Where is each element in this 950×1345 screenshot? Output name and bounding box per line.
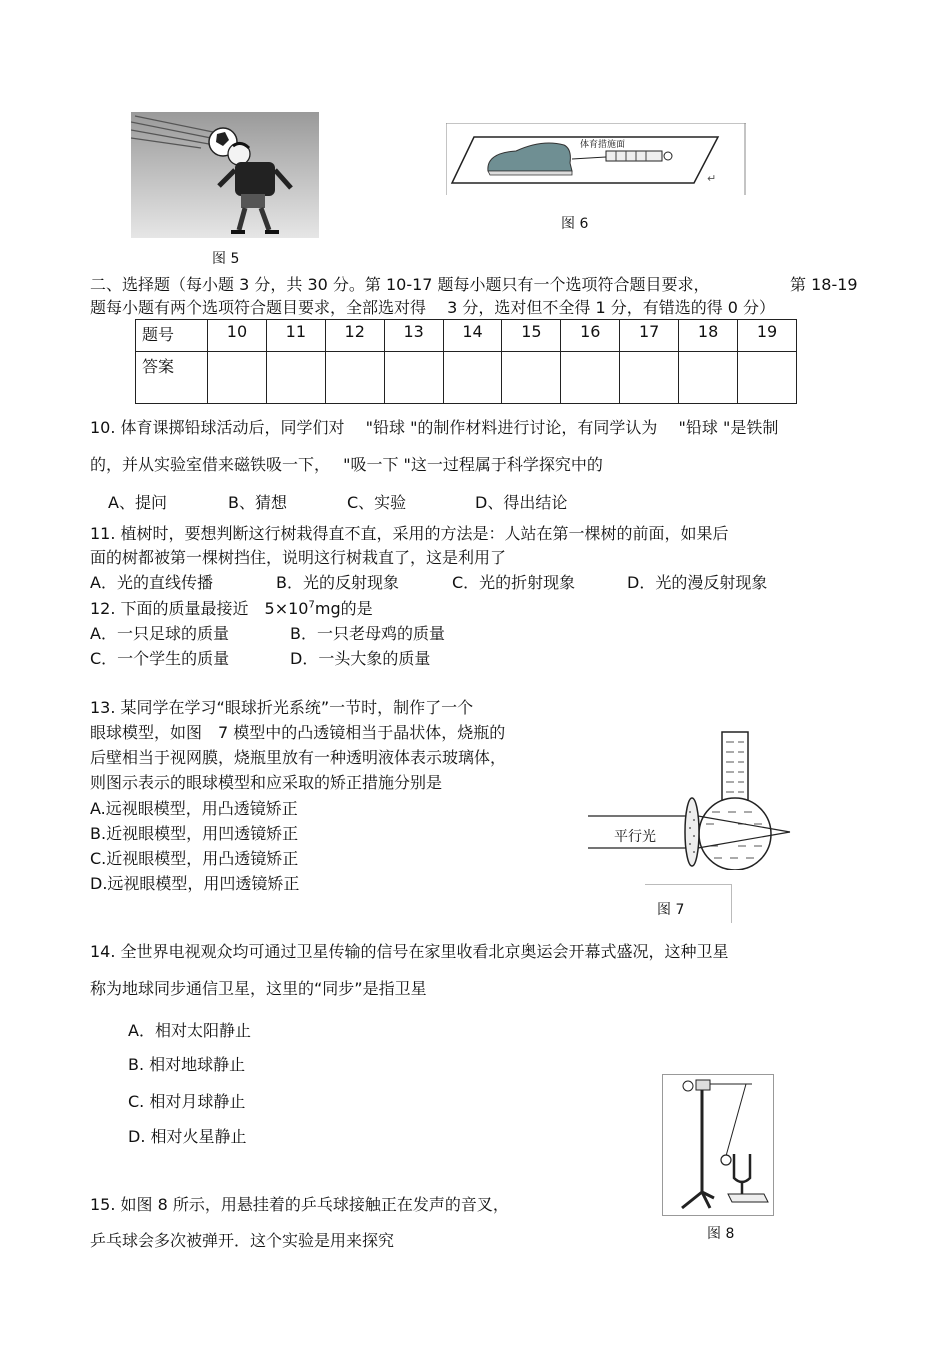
table-cell-number: 15: [502, 320, 561, 352]
q12-option-d: D．一头大象的质量: [290, 649, 431, 668]
q14-line2: 称为地球同步通信卫星，这里的“同步”是指卫星: [90, 979, 427, 998]
answer-cell[interactable]: [384, 352, 443, 404]
q14-option-b: B. 相对地球静止: [128, 1055, 246, 1074]
q11-line2: 面的树都被第一棵树挡住，说明这行树栽直了，这是利用了: [90, 548, 507, 567]
q11-option-d: D．光的漫反射现象: [627, 573, 768, 592]
answer-cell[interactable]: [443, 352, 502, 404]
table-cell-number: 13: [384, 320, 443, 352]
figure-5-image: [131, 112, 319, 238]
q15-line1: 15. 如图 8 所示，用悬挂着的乒乓球接触正在发声的音叉，: [90, 1195, 509, 1214]
return-mark: ↵: [707, 172, 717, 185]
q13-line1: 13. 某同学在学习“眼球折光系统”一节时，制作了一个: [90, 698, 474, 717]
answer-cell[interactable]: [208, 352, 267, 404]
q13-option-b: B.近视眼模型，用凹透镜矫正: [90, 824, 299, 843]
table-cell-number: 10: [208, 320, 267, 352]
answer-cell[interactable]: [679, 352, 738, 404]
q14-option-d: D. 相对火星静止: [128, 1127, 247, 1146]
figure-7-light-label: 平行光: [614, 829, 656, 845]
q11-option-c: C．光的折射现象: [452, 573, 576, 592]
q13-line2: 眼球模型，如图 7 模型中的凸透镜相当于晶状体，烧瓶的: [90, 723, 506, 742]
q13-line4: 则图示表示的眼球模型和应采取的矫正措施分别是: [90, 773, 443, 792]
table-cell-number: 12: [325, 320, 384, 352]
section-heading-line2: 题每小题有两个选项符合题目要求，全部选对得 3 分，选对但不全得 1 分，有错选的得 0 分）: [90, 298, 776, 317]
answer-cell[interactable]: [502, 352, 561, 404]
q13-option-c: C.近视眼模型，用凸透镜矫正: [90, 849, 299, 868]
q11-option-b: B．光的反射现象: [276, 573, 399, 592]
figure-7-caption: 图 7: [657, 902, 685, 918]
q11-option-a: A．光的直线传播: [90, 573, 213, 592]
figure-6-caption: 图 6: [561, 216, 589, 232]
table-row-answers: [136, 352, 797, 404]
table-cell-number: 19: [738, 320, 797, 352]
q14-line1: 14. 全世界电视观众均可通过卫星传输的信号在家里收看北京奥运会开幕式盛况，这种卫星: [90, 942, 729, 961]
q12-stem-exponent: 7: [308, 599, 315, 611]
q10-option-b: B、猜想: [228, 493, 287, 512]
table-answer-label: 答案: [136, 352, 208, 404]
figure-6-image: [446, 123, 746, 195]
q12-stem: [90, 596, 373, 619]
q13-option-d: D.远视眼模型，用凹透镜矫正: [90, 874, 300, 893]
q14-option-a: A．相对太阳静止: [128, 1021, 251, 1040]
q10-line2: 的，并从实验室借来磁铁吸一下， "吸一下 "这一过程属于科学探究中的: [90, 455, 603, 474]
q12-option-a: A．一只足球的质量: [90, 624, 229, 643]
q12-stem-pre: 12. 下面的质量最接近 5×10: [90, 599, 309, 618]
figure-8-image: [662, 1074, 774, 1216]
table-head-label: 题号: [136, 320, 208, 352]
q11-line1: 11. 植树时，要想判断这行树栽得直不直，采用的方法是：人站在第一棵树的前面，如果后: [90, 524, 729, 543]
answer-cell[interactable]: [738, 352, 797, 404]
table-cell-number: 14: [443, 320, 502, 352]
q10-line1: 10. 体育课掷铅球活动后，同学们对 "铅球 "的制作材料进行讨论，有同学认为 "铅球 "是铁制: [90, 418, 779, 437]
table-cell-number: 11: [266, 320, 325, 352]
q15-line2: 乒乓球会多次被弹开．这个实验是用来探究: [90, 1231, 395, 1250]
figure-8-caption: 图 8: [707, 1226, 735, 1242]
answer-cell[interactable]: [266, 352, 325, 404]
q12-stem-post: mg的是: [314, 599, 373, 618]
figure-6-scale-label: 体育措施面: [580, 140, 626, 150]
section-heading-line1: 二、选择题（每小题 3 分，共 30 分。第 10-17 题每小题只有一个选项符合题目要求，: [90, 275, 710, 294]
q12-option-b: B．一只老母鸡的质量: [290, 624, 445, 643]
answer-table: [135, 319, 797, 404]
answer-cell[interactable]: [325, 352, 384, 404]
figure-5-caption: 图 5: [212, 251, 240, 267]
q14-option-c: C. 相对月球静止: [128, 1092, 246, 1111]
answer-cell[interactable]: [620, 352, 679, 404]
q10-option-d: D、得出结论: [475, 493, 568, 512]
q13-option-a: A.远视眼模型，用凸透镜矫正: [90, 799, 298, 818]
figure-7-image: [588, 730, 798, 870]
table-cell-number: 16: [561, 320, 620, 352]
table-cell-number: 17: [620, 320, 679, 352]
section-heading-line1-end: 第 18-19: [790, 275, 858, 294]
table-row-numbers: [136, 320, 797, 352]
q12-option-c: C．一个学生的质量: [90, 649, 230, 668]
q10-option-c: C、实验: [347, 493, 407, 512]
q13-line3: 后壁相当于视网膜，烧瓶里放有一种透明液体表示玻璃体，: [90, 748, 507, 767]
q10-option-a: A、提问: [108, 493, 167, 512]
answer-cell[interactable]: [561, 352, 620, 404]
table-cell-number: 18: [679, 320, 738, 352]
